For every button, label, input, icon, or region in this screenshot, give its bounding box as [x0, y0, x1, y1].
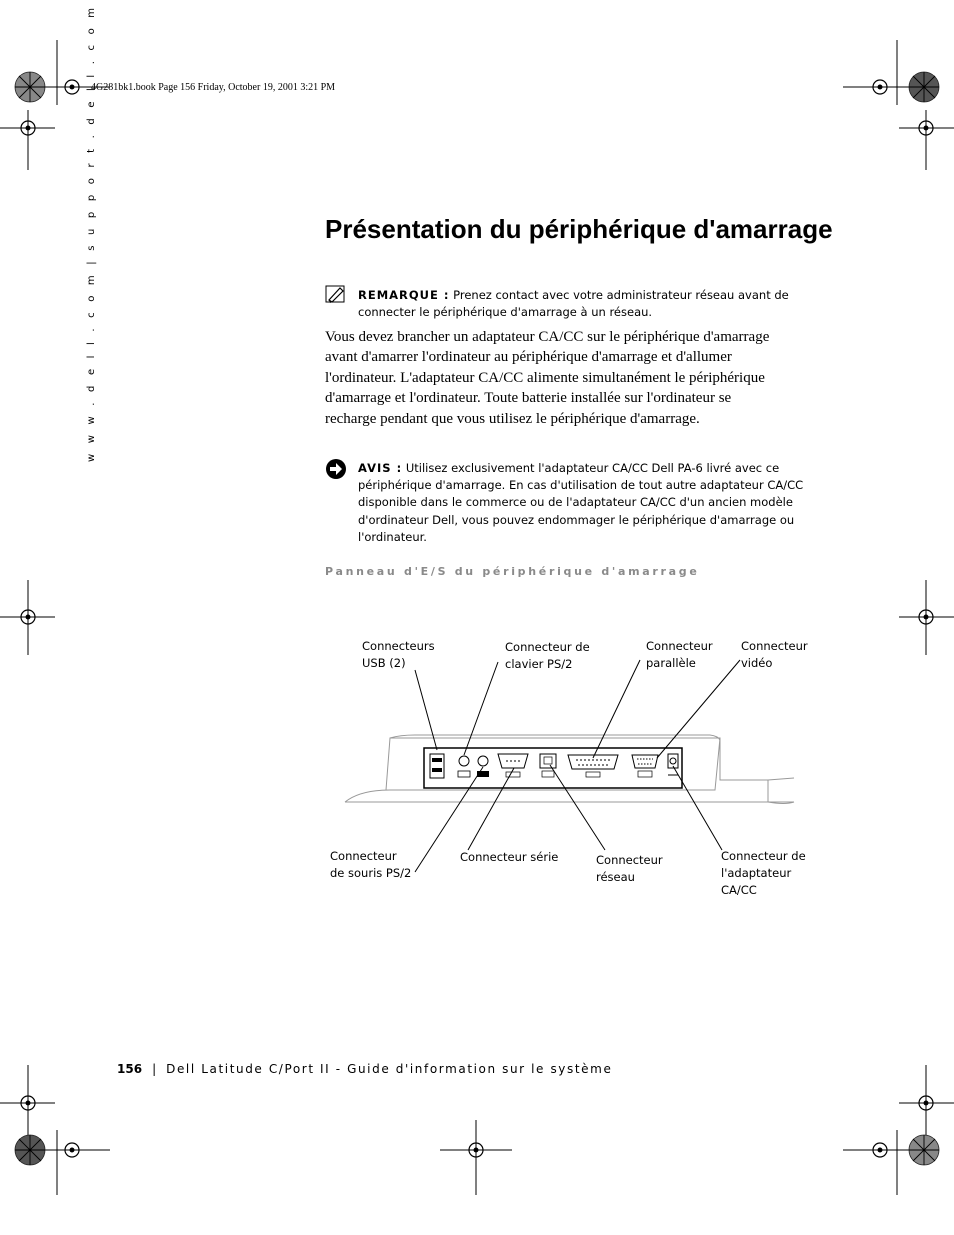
callout-usb-line2: USB (2) — [362, 656, 406, 670]
callout-network-line2: réseau — [596, 870, 635, 884]
notice-label: AVIS : — [358, 461, 403, 475]
callout-network-line1: Connecteur — [596, 853, 663, 867]
note-body: Prenez contact avec votre administrateur réseau avant de connecter le périphérique d'amarrage à un réseau. — [358, 288, 789, 319]
callout-keyboard-line2: clavier PS/2 — [505, 657, 573, 671]
callout-video — [741, 638, 808, 672]
callout-video-line1: Connecteur — [741, 639, 808, 653]
callout-ac-adapter-line3: CA/CC — [721, 883, 757, 897]
note-label: REMARQUE : — [358, 288, 450, 302]
callout-parallel — [646, 638, 713, 672]
footer-separator: | — [152, 1062, 157, 1076]
side-url-text: w w w . d e l l . c o m | s u p p o r t . d e l l . c o m — [86, 4, 97, 462]
callout-ac-adapter-line2: l'adaptateur — [721, 866, 792, 880]
footer-doc-title: Dell Latitude C/Port II - Guide d'information sur le système — [166, 1062, 613, 1076]
callout-serial-line1: Connecteur série — [460, 850, 559, 864]
callout-usb-line1: Connecteurs — [362, 639, 435, 653]
page-footer — [117, 1062, 612, 1076]
notice-text — [358, 460, 813, 546]
notice-body: Utilisez exclusivement l'adaptateur CA/CC Dell PA-6 livré avec ce périphérique d'amarrage. En cas d'utilisation de tout autre adaptateur CA/CC disponible dans le commerce ou de l'adaptateur CA/CC d'un ancien modèle d'ordinateur Dell, vous pouvez endommager le périphérique d'amarrage ou l'ordinateur. — [358, 461, 804, 544]
body-paragraph: Vous devez brancher un adaptateur CA/CC sur le périphérique d'amarrage avant d'amarrer l'ordinateur au périphérique d'amarrage et d'allumer l'ordinateur. L'adaptateur CA/CC alimente simultanément le périphérique d'amarrage et l'ordinateur. Toute batterie installée sur l'ordinateur se recharge pendant que vous utilisez le périphérique d'amarrage. — [325, 329, 770, 427]
callout-keyboard-line1: Connecteur de — [505, 640, 590, 654]
callout-mouse — [330, 848, 411, 882]
page-title: Présentation du périphérique d'amarrage — [325, 214, 833, 244]
callout-serial — [460, 849, 558, 866]
callout-ac-adapter — [721, 848, 806, 899]
callout-ac-adapter-line1: Connecteur de — [721, 849, 806, 863]
note-text — [358, 287, 798, 321]
callout-parallel-line1: Connecteur — [646, 639, 713, 653]
callout-mouse-line1: Connecteur — [330, 849, 397, 863]
print-header-stamp: 4G281bk1.book Page 156 Friday, October 19, 2001 3:21 PM — [91, 82, 336, 93]
callout-mouse-line2: de souris PS/2 — [330, 866, 412, 880]
callout-video-line2: vidéo — [741, 656, 773, 670]
callout-usb — [362, 638, 435, 672]
callout-keyboard — [505, 639, 590, 673]
callout-parallel-line2: parallèle — [646, 656, 696, 670]
callout-network — [596, 852, 663, 886]
arrow-circle-notice-icon — [325, 458, 349, 480]
figure-caption: Panneau d'E/S du périphérique d'amarrage — [325, 565, 700, 578]
page-number: 156 — [117, 1062, 143, 1076]
pencil-note-icon — [325, 285, 347, 305]
